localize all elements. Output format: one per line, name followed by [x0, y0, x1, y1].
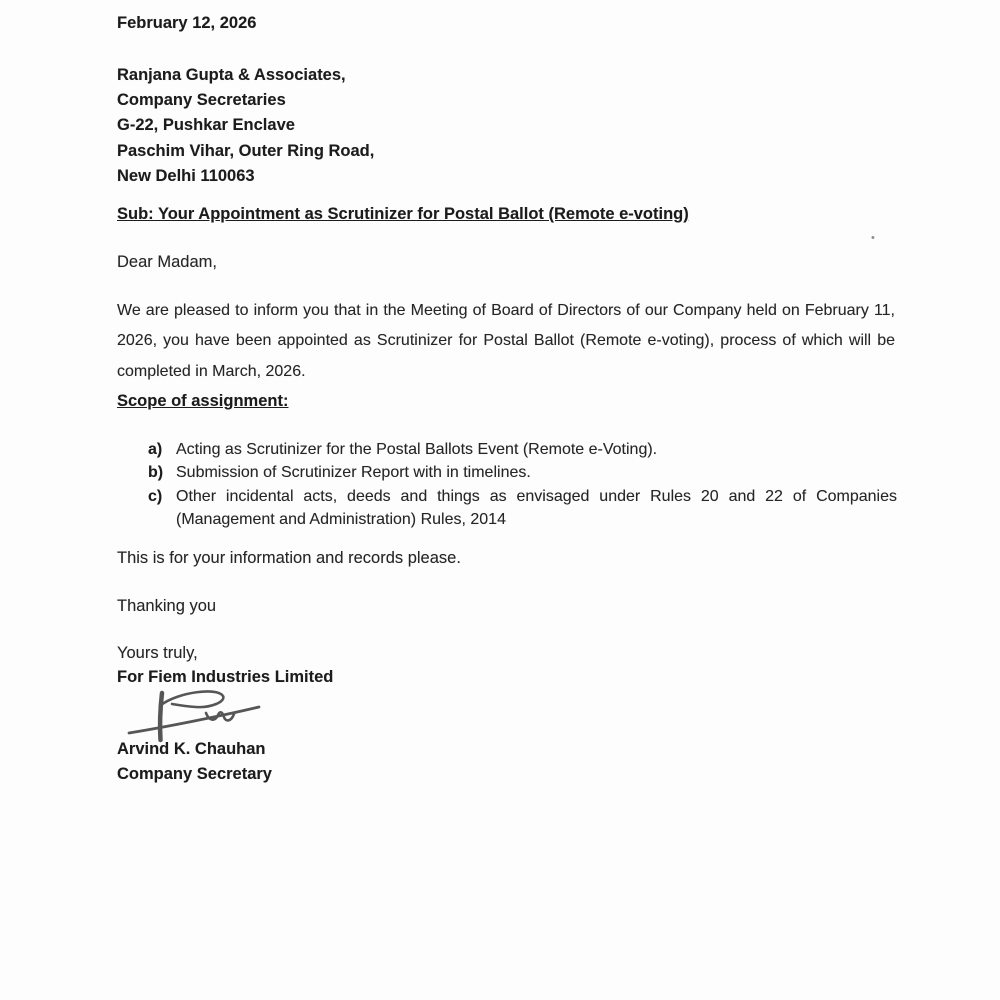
- body-paragraph: We are pleased to inform you that in the Meeting of Board of Directors of our Company held on February 11, 2026, you have been appointed as Scrutinizer for Postal Ballot (Remote e-voting), process of which will be completed in March, 2026.: [117, 302, 895, 380]
- valediction: Yours truly,: [117, 644, 198, 662]
- subject-line: Sub: Your Appointment as Scrutinizer for Postal Ballot (Remote e-voting): [117, 205, 689, 223]
- scope-heading: Scope of assignment:: [117, 392, 289, 410]
- signatory-title: Company Secretary: [117, 765, 272, 783]
- recipient-line: Paschim Vihar, Outer Ring Road,: [117, 141, 375, 160]
- signature-image: [126, 688, 266, 746]
- recipient-line: G-22, Pushkar Enclave: [117, 116, 295, 135]
- thanking-line: Thanking you: [117, 597, 217, 615]
- letter-date: February 12, 2026: [117, 14, 257, 32]
- list-item-text: Other incidental acts, deeds and things as envisaged under Rules 20 and 22 of Companies (Management and Administration) Rules, 2014: [176, 487, 897, 529]
- recipient-line: Company Secretaries: [117, 91, 286, 110]
- salutation: Dear Madam,: [117, 253, 217, 271]
- signatory-name: Arvind K. Chauhan: [117, 740, 266, 758]
- recipient-address: [117, 63, 374, 189]
- scope-list: [117, 438, 897, 532]
- list-item-text: Acting as Scrutinizer for the Postal Ballots Event (Remote e-Voting).: [176, 441, 658, 458]
- company-line: For Fiem Industries Limited: [117, 668, 334, 686]
- closing-note: This is for your information and records please.: [117, 549, 461, 567]
- scope-item-b: [117, 461, 897, 484]
- recipient-line: New Delhi 110063: [117, 166, 255, 185]
- recipient-line: Ranjana Gupta & Associates,: [117, 66, 346, 84]
- scope-item-a: [117, 438, 897, 461]
- scan-artifact-speck: •: [871, 232, 875, 244]
- list-marker: a): [148, 441, 163, 458]
- scope-item-c: [117, 485, 897, 532]
- list-marker: b): [148, 464, 164, 482]
- list-item-text: Submission of Scrutinizer Report with in timelines.: [176, 464, 531, 482]
- list-marker: c): [148, 487, 163, 505]
